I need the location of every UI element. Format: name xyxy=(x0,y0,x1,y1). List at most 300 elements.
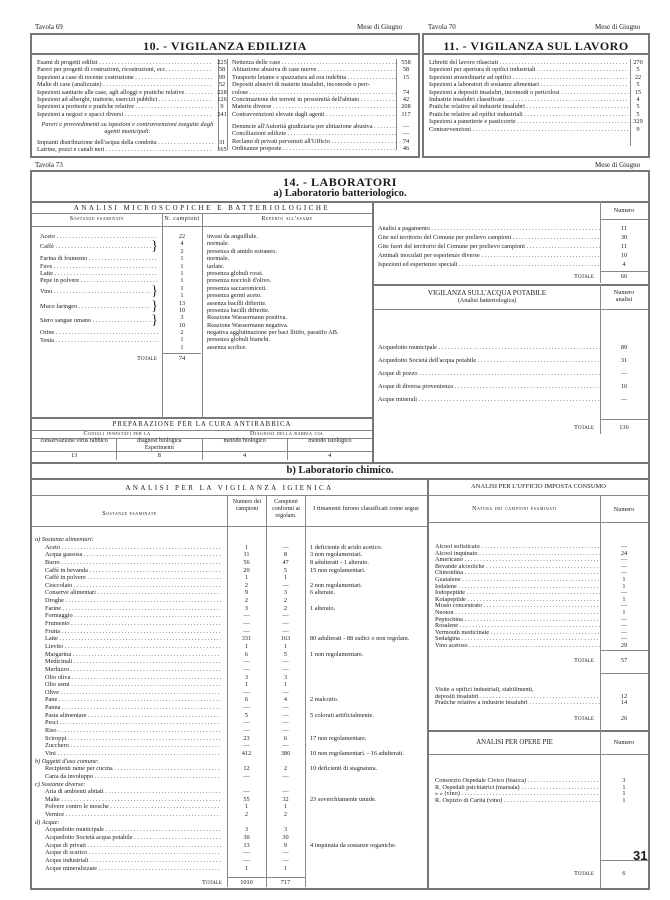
item-label: Gite nel territorio del Comune per prelievo campioni . . . xyxy=(378,233,600,242)
item-value: 9 xyxy=(636,125,640,133)
item-value: 52 xyxy=(218,81,226,89)
classification-note xyxy=(305,811,421,819)
sample-count: 5 xyxy=(244,711,249,719)
substance-label: Olio oliva . . . xyxy=(35,674,221,682)
count-value: 1 xyxy=(180,336,184,344)
classification-note: 2 non regolamentari. xyxy=(310,581,363,589)
substance-row xyxy=(40,240,158,255)
substance-label: Latte . . . xyxy=(40,270,158,277)
col-value: 4 xyxy=(202,452,287,460)
conform-count: 1 xyxy=(283,574,288,582)
reperto-text: presenza globuli rossi. xyxy=(207,269,264,277)
list-item xyxy=(435,603,648,610)
item-value: — xyxy=(620,615,628,623)
sample-count: — xyxy=(243,688,250,696)
substance-label: Acquedotto municipale . . . xyxy=(35,826,221,834)
substance-row xyxy=(40,255,158,262)
count-row xyxy=(163,233,201,240)
item-label: Malte di case (analizzate) . . . xyxy=(37,81,213,88)
list-item xyxy=(232,123,415,130)
list-item xyxy=(429,66,647,73)
table-row xyxy=(35,712,427,720)
item-label: Acque di pozzo . . . xyxy=(378,367,600,380)
table-row xyxy=(35,628,427,636)
item-label: Alcool sofisticato . . . xyxy=(435,544,600,551)
section-vigilanza-lavoro xyxy=(422,33,650,158)
substance-label: Zucchero . . . xyxy=(35,742,221,750)
sample-count: 331 xyxy=(241,635,252,643)
item-value: — xyxy=(620,543,628,550)
list xyxy=(37,59,231,118)
item-label: Rosalene . . . xyxy=(435,623,600,630)
conform-count: 9 xyxy=(283,841,288,849)
col-value: 8 xyxy=(116,452,201,460)
table-row xyxy=(35,857,427,865)
item-label: Pratiche relative ad opifici industriali . . . xyxy=(429,111,629,118)
reperto-row xyxy=(207,322,372,329)
item-label: Contravvenzioni elevate dagli agenti . . . xyxy=(232,111,397,118)
section-title: 10. - VIGILANZA EDILIZIA xyxy=(143,39,307,53)
total-value: 6 xyxy=(622,870,626,877)
item-value: 58 xyxy=(402,66,410,74)
sample-count: — xyxy=(243,658,250,666)
item-value: 558 xyxy=(401,59,411,66)
substance-label: Olio semi . . . xyxy=(35,681,221,689)
classification-note xyxy=(305,865,421,873)
substance-row xyxy=(40,277,158,284)
col-header: N. campioni xyxy=(164,216,200,222)
item-value: — xyxy=(620,556,628,564)
list-item xyxy=(37,103,231,110)
section-title: 11. - VIGILANZA SUL LAVORO xyxy=(443,39,629,53)
substance-label: Pane . . . xyxy=(35,696,221,704)
table-row xyxy=(35,865,427,873)
count-value: 2 xyxy=(180,329,184,337)
item-label: Consorzio Ospedale Civico (biacca) . . . xyxy=(435,778,600,785)
list-item xyxy=(435,597,648,604)
conform-count: 8 xyxy=(283,551,288,559)
table-row xyxy=(35,597,427,605)
item-label: » » (vino) . . . xyxy=(435,791,600,798)
total-value: 57 xyxy=(620,657,628,664)
item-label: R. Ospedali psichiatrici (marsala) . . . xyxy=(435,785,600,792)
table-row xyxy=(35,612,427,620)
item-label: Sedalgina . . . xyxy=(435,636,600,643)
classification-note xyxy=(305,773,421,781)
item-label: Depositi abusivi di materie insalubri, incomode o peri- xyxy=(232,81,370,89)
table-row xyxy=(35,849,427,857)
bracket-icon: } xyxy=(151,313,158,329)
item-value: — xyxy=(620,602,628,610)
list-item xyxy=(378,393,648,406)
reperto-text: Reazione Wassermann negativa. xyxy=(207,321,289,329)
list-item xyxy=(232,59,415,66)
page-number: 31 xyxy=(633,848,648,863)
list-item xyxy=(435,785,648,792)
item-value: 329 xyxy=(633,118,643,126)
item-label: Trasporto letame e spazzatura ad ora indebita . . . xyxy=(232,74,397,81)
table-row xyxy=(35,605,427,613)
item-value: 241 xyxy=(217,110,227,118)
sample-count: — xyxy=(243,772,250,780)
table-row xyxy=(35,674,427,682)
substance-label: Cioccolato . . . xyxy=(35,582,221,590)
list xyxy=(429,59,647,133)
sample-count: — xyxy=(243,704,250,712)
bracket-icon: } xyxy=(151,298,158,314)
item-value: 31 xyxy=(620,357,628,364)
item-value: 1 xyxy=(622,582,626,590)
classification-note xyxy=(305,674,421,682)
conform-count: 2 xyxy=(283,811,288,819)
col-header: Numero xyxy=(613,207,635,214)
item-label: Ordinanze proposte . . . xyxy=(232,145,397,152)
list-item xyxy=(435,564,648,571)
substance-label: Muco faringeo . . . xyxy=(40,300,151,315)
classification-note: 3 non regolamentari. xyxy=(310,551,363,559)
substance-label: Polvere contro le mosche . . . xyxy=(35,803,221,811)
item-value: — xyxy=(402,123,410,130)
classification-note: 10 deficienti di stagnatura. xyxy=(310,765,378,773)
item-value: 4 xyxy=(622,261,626,268)
classification-note xyxy=(305,727,421,735)
subsection-title: a) Laboratorio batteriologico. xyxy=(273,188,407,199)
list xyxy=(378,224,648,269)
reperto-text: invasi da anguillule. xyxy=(207,233,258,240)
section-laboratori xyxy=(30,170,650,890)
reperto-row xyxy=(207,292,372,299)
batt-table xyxy=(374,201,648,283)
classification-note: 1 non regolamentare. xyxy=(310,650,364,658)
substance-label: Acque mineralizzate . . . xyxy=(35,865,221,873)
conform-count: 5 xyxy=(283,566,288,574)
category-label: a) Sostanze alimentari: xyxy=(35,536,94,543)
classification-note: 10 non regolamentari. - 16 adulterati. xyxy=(310,749,404,757)
reperto-text: presenza noccioli d'olivo. xyxy=(207,277,272,285)
list-item xyxy=(378,354,648,367)
classification-note: 1 deficiente di acido acetico. xyxy=(310,543,383,551)
item-label: Peptochina . . . xyxy=(435,617,600,624)
substance-label: Merluzzo . . . xyxy=(35,666,221,674)
sample-count: 2 xyxy=(244,581,249,589)
item-value: 5 xyxy=(636,110,640,118)
classification-note: 80 adulterati - 88 sudici o non regolam. xyxy=(310,635,410,643)
item-label: Abitazione abusiva di case nuove . . . xyxy=(232,66,397,73)
item-value: — xyxy=(620,628,628,636)
list-item xyxy=(435,610,648,617)
item-label: Ispezioni a depositi insalubri, incomodi o pericolosi . . . xyxy=(429,89,629,96)
reperto-row xyxy=(207,263,372,270)
item-value: 9 xyxy=(220,103,224,111)
substance-label: Siero sangue umano . . . xyxy=(40,314,151,329)
col-header: Numero xyxy=(613,739,635,746)
count-value: 1 xyxy=(180,262,184,270)
sample-count: 2 xyxy=(244,811,249,819)
count-value: 1 xyxy=(180,277,184,285)
table-title: VIGILANZA SULL'ACQUA POTABILE xyxy=(427,289,547,297)
table-row xyxy=(35,842,427,850)
table-row xyxy=(35,765,427,773)
item-label: Iodopeptide . . . xyxy=(435,590,600,597)
total-label: Totale xyxy=(202,879,222,886)
item-value: 99 xyxy=(218,73,226,81)
list-item xyxy=(37,139,231,146)
col-header: metodo istologico xyxy=(287,438,372,452)
table-row xyxy=(35,689,427,697)
table-row xyxy=(35,666,427,674)
classification-note xyxy=(305,612,421,620)
category-label: d) Acque: xyxy=(35,818,60,826)
list-item xyxy=(232,130,415,137)
classification-note xyxy=(305,597,421,605)
col-group-header: Diagnosi della rabbia col xyxy=(250,431,324,437)
classification-note xyxy=(305,643,421,651)
item-value: — xyxy=(620,569,628,577)
table-row xyxy=(35,773,427,781)
list-item xyxy=(435,798,648,805)
subsection-title: b) Laboratorio chimico. xyxy=(286,465,394,476)
total-value: 1010 xyxy=(240,879,253,886)
total-value: 26 xyxy=(620,715,628,722)
col-header: Reperto all'esame xyxy=(261,216,313,222)
item-value: 22 xyxy=(634,73,642,81)
list-item xyxy=(429,111,647,118)
classification-note: 15 non regolamentari. xyxy=(310,566,366,574)
item-value: 1 xyxy=(622,796,626,804)
total-value: 136 xyxy=(619,424,629,431)
item-label: Materie diverse . . . xyxy=(232,103,397,110)
table-row xyxy=(35,651,427,659)
antirabbica-table xyxy=(32,417,372,451)
list xyxy=(232,123,415,153)
list-item xyxy=(435,694,648,701)
substance-list xyxy=(40,233,158,344)
count-row xyxy=(163,255,201,262)
table-number: Tavola 73 xyxy=(35,161,63,169)
sample-count: 20 xyxy=(243,566,250,574)
classification-note xyxy=(305,803,421,811)
list-item xyxy=(378,251,648,260)
sample-count: 30 xyxy=(243,833,250,841)
col-value: 13 xyxy=(70,452,78,459)
sample-count: 3 xyxy=(244,673,249,681)
item-label: Chinoidina . . . xyxy=(435,570,600,577)
consumo-table xyxy=(429,478,648,888)
item-label: Concimazione dei terreni in prossimità dell'abitato . . . xyxy=(232,96,397,103)
item-value: — xyxy=(620,396,628,403)
month-label: Mese di Giugno xyxy=(357,23,403,31)
table-row xyxy=(35,742,427,750)
count-row xyxy=(163,277,201,284)
list-item xyxy=(37,66,231,73)
item-value: 270 xyxy=(633,59,643,66)
table-title: PREPARAZIONE PER LA CURA ANTIRABBICA xyxy=(112,421,292,428)
conform-count: — xyxy=(282,849,289,857)
conform-count: — xyxy=(282,788,289,796)
conform-count: — xyxy=(282,665,289,673)
item-label: Kolapeptide . . . xyxy=(435,597,600,604)
list-item xyxy=(232,103,415,110)
list xyxy=(435,687,648,707)
classification-note: 4 inquinata da sostanze organiche. xyxy=(310,841,397,849)
item-label: Acque di diversa provenienza . . . xyxy=(378,380,600,393)
item-label: R. Ospizio di Carità (vino) . . . xyxy=(435,798,600,805)
list-item xyxy=(435,590,648,597)
table-row xyxy=(35,544,427,552)
conform-count: 3 xyxy=(283,826,288,834)
substance-label: Malte . . . xyxy=(35,796,221,804)
sample-count: — xyxy=(243,612,250,620)
sample-count: — xyxy=(243,627,250,635)
classification-note xyxy=(305,574,421,582)
list-item xyxy=(429,118,647,125)
list-item xyxy=(37,146,231,153)
list-item xyxy=(37,111,231,118)
reperto-row xyxy=(207,240,372,247)
count-row xyxy=(163,300,201,307)
reperto-text: presenza bacilli difterite. xyxy=(207,306,270,314)
substance-label: Carta da involuppo . . . xyxy=(35,773,221,781)
table-row xyxy=(35,750,427,758)
count-row xyxy=(163,285,201,292)
sample-count: 9 xyxy=(244,589,249,597)
table-row xyxy=(35,803,427,811)
total-label: Totale xyxy=(574,870,594,877)
list xyxy=(435,544,648,650)
table-row xyxy=(35,635,427,643)
substance-label: Frumento . . . xyxy=(35,620,221,628)
table-row xyxy=(35,796,427,804)
conform-count: 2 xyxy=(283,765,288,773)
classification-note: 1 alterato. xyxy=(310,604,336,612)
item-value: 5 xyxy=(636,81,640,89)
classification-note: 5 colorati artificialmente. xyxy=(310,711,374,719)
item-value: 1 xyxy=(622,790,626,798)
substance-label: Tenia . . . xyxy=(40,337,158,344)
substance-label: Vino . . . xyxy=(40,285,151,300)
table-row xyxy=(35,735,427,743)
item-value: 1 xyxy=(622,595,626,603)
col-header: conservazione virus rabbico xyxy=(40,438,108,444)
conform-count: — xyxy=(282,627,289,635)
item-label: Ispezioni a portierie e pratiche relative . . . xyxy=(37,103,213,110)
item-label: Mosto concentrato . . . xyxy=(435,603,600,610)
list-item xyxy=(429,96,647,103)
col-header: I rimanenti furono classificati come segue xyxy=(313,505,419,512)
substance-row xyxy=(40,314,158,329)
sample-count: 13 xyxy=(243,841,250,849)
list-item xyxy=(435,643,648,650)
conform-count: 1 xyxy=(283,642,288,650)
item-label: Guaialene . . . xyxy=(435,577,600,584)
reperto-row xyxy=(207,329,372,336)
substance-label: Lievito . . . xyxy=(35,643,221,651)
sample-count: 23 xyxy=(243,734,250,742)
conform-count: 1 xyxy=(283,864,288,872)
sample-count: 1 xyxy=(244,681,249,689)
count-value: 1 xyxy=(180,255,184,263)
sample-count: 412 xyxy=(241,749,252,757)
sample-count: 3 xyxy=(244,826,249,834)
table-title: ANALISI PER LA VIGILANZA IGIENICA xyxy=(125,484,334,492)
item-value: 208 xyxy=(401,103,411,111)
reperto-text: negativa agglutinazione per baci llitifo, paratifo AB. xyxy=(207,329,339,337)
sample-count: 55 xyxy=(243,795,250,803)
sample-count: — xyxy=(243,665,250,673)
reperto-text: assenza scolice. xyxy=(207,343,247,351)
count-value: 13 xyxy=(178,299,186,307)
count-value: 2 xyxy=(180,247,184,255)
classification-note xyxy=(305,681,421,689)
conform-count: — xyxy=(282,772,289,780)
list xyxy=(37,139,231,154)
substance-label: Acquedotto Società acqua potabile . . . xyxy=(35,834,221,842)
conform-count: 32 xyxy=(282,795,289,803)
table-row xyxy=(35,589,427,597)
table-row xyxy=(35,559,427,567)
list-item xyxy=(37,59,231,66)
classification-note xyxy=(305,719,421,727)
item-label: Industrie insalubri classificate . . . xyxy=(429,96,629,103)
classification-note xyxy=(305,620,421,628)
item-value: 5 xyxy=(636,103,640,111)
reperto-text: normale. xyxy=(207,240,230,248)
month-label: Mese di Giugno xyxy=(595,161,641,169)
count-row xyxy=(163,344,201,351)
classification-note xyxy=(305,704,421,712)
substance-label: Frutta . . . xyxy=(35,628,221,636)
col-header: metodo biologico xyxy=(202,438,287,452)
conform-count: 1 xyxy=(283,803,288,811)
sample-count: 6 xyxy=(244,650,249,658)
item-label: depositi insalubri . . . xyxy=(435,694,600,701)
reperto-text: presenza germi aceto. xyxy=(207,292,262,300)
item-value: 4 xyxy=(636,95,640,103)
substance-row xyxy=(40,233,158,240)
list-item xyxy=(435,623,648,630)
conform-count: 3 xyxy=(283,673,288,681)
item-label: Gite fuori del territorio del Comune per prelievo campioni . . . xyxy=(378,242,600,251)
count-row xyxy=(163,292,201,299)
sample-count: 1 xyxy=(244,543,249,551)
total-label: Totale xyxy=(574,715,594,722)
list-item xyxy=(37,96,231,103)
substance-label: Aceto . . . xyxy=(35,544,221,552)
substance-label: Panna . . . xyxy=(35,704,221,712)
reperto-row xyxy=(207,300,372,307)
substance-label: Latte . . . xyxy=(35,635,221,643)
substance-row xyxy=(40,270,158,277)
sample-count: 1 xyxy=(244,864,249,872)
substance-label: Medicinali . . . xyxy=(35,658,221,666)
table-title: ANALISI MICROSCOPICHE E BATTERIOLOGICHE xyxy=(73,204,331,212)
item-label: Iodalene . . . xyxy=(435,584,600,591)
item-label: Americano . . . xyxy=(435,557,600,564)
list-item xyxy=(435,700,648,707)
substance-label: Pasta alimentare . . . xyxy=(35,712,221,720)
list-item xyxy=(429,74,647,81)
list-item xyxy=(378,224,648,233)
sample-count: 2 xyxy=(244,597,249,605)
item-value: 12 xyxy=(620,692,628,700)
item-label: Ispezioni per apertura di opifici industriali . . . xyxy=(429,66,629,73)
table-row xyxy=(35,681,427,689)
list-item xyxy=(378,380,648,393)
table-row xyxy=(35,719,427,727)
item-value: 42 xyxy=(402,95,410,103)
item-label: Pareri per progetti di costruzioni, ricostruzioni, ecc. . . . xyxy=(37,66,213,73)
list-item xyxy=(232,81,415,88)
